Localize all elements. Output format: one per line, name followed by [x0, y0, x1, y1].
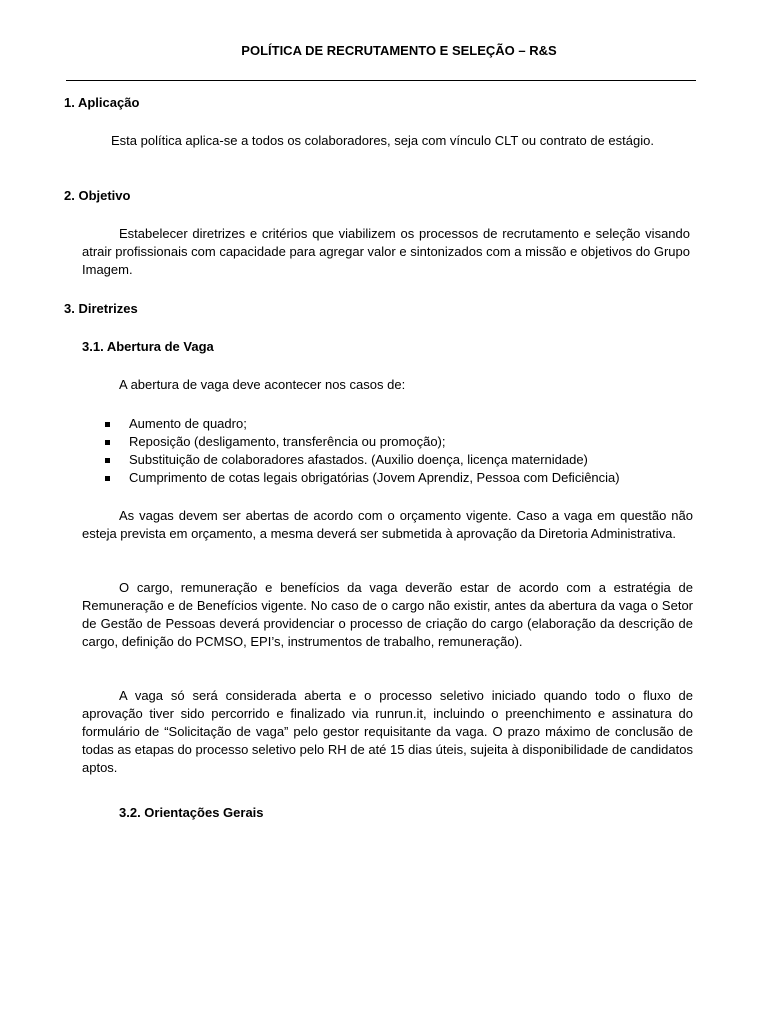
section-heading-objetivo: 2. Objetivo: [64, 188, 131, 203]
paragraph-vaga-aberta: A vaga só será considerada aberta e o processo seletivo iniciado quando todo o fluxo de aprovação tiver sido percorrido e finalizado via runrun.it, incluindo o preenchimento e assinatura do formulário de “Solicitação de vaga” pelo gestor requisitante da vaga. O prazo máximo de conclusão de todas as etapas do processo seletivo pelo RH de até 15 dias úteis, sujeita à disponibilidade de candidatos aptos.: [82, 688, 693, 775]
list-item-text: Aumento de quadro;: [129, 416, 247, 431]
section-heading-aplicacao: 1. Aplicação: [64, 95, 140, 110]
section-heading-diretrizes: 3. Diretrizes: [64, 301, 138, 316]
document-title: POLÍTICA DE RECRUTAMENTO E SELEÇÃO – R&S: [241, 43, 557, 58]
title-divider: [66, 80, 696, 81]
square-bullet-icon: [105, 476, 110, 481]
bullet-list-abertura-casos: [105, 415, 620, 487]
list-item-text: Substituição de colaboradores afastados. (Auxilio doença, licença maternidade): [129, 452, 588, 467]
list-item: [105, 451, 620, 469]
paragraph-orcamento: As vagas devem ser abertas de acordo com o orçamento vigente. Caso a vaga em questão não esteja prevista em orçamento, a mesma deverá ser submetida à aprovação da Diretoria Administrativa.: [82, 508, 693, 541]
paragraph-abertura-intro: A abertura de vaga deve acontecer nos casos de:: [119, 377, 406, 392]
list-item: [105, 415, 620, 433]
paragraph-objetivo: Estabelecer diretrizes e critérios que viabilizem os processos de recrutamento e seleção visando atrair profissionais com capacidade para agregar valor e sintonizados com a missão e objetivos do Grupo Imagem.: [82, 226, 690, 277]
square-bullet-icon: [105, 440, 110, 445]
list-item: [105, 433, 620, 451]
paragraph-cargo-remuneracao: O cargo, remuneração e benefícios da vaga deverão estar de acordo com a estratégia de Remuneração e de Benefícios vigente. No caso de o cargo não existir, antes da abertura da vaga o Setor de Gestão de Pessoas deverá providenciar o processo de criação do cargo (elaboração da descrição de cargo, definição do PCMSO, EPI’s, instrumentos de trabalho, remuneração).: [82, 580, 693, 649]
subsection-heading-abertura-de-vaga: 3.1. Abertura de Vaga: [82, 339, 214, 354]
list-item-text: Cumprimento de cotas legais obrigatórias (Jovem Aprendiz, Pessoa com Deficiência): [129, 470, 620, 485]
paragraph-aplicacao: Esta política aplica-se a todos os colaboradores, seja com vínculo CLT ou contrato de estágio.: [111, 133, 654, 148]
list-item-text: Reposição (desligamento, transferência ou promoção);: [129, 434, 446, 449]
square-bullet-icon: [105, 458, 110, 463]
subsection-heading-orientacoes-gerais: 3.2. Orientações Gerais: [119, 805, 264, 820]
list-item: [105, 469, 620, 487]
square-bullet-icon: [105, 422, 110, 427]
